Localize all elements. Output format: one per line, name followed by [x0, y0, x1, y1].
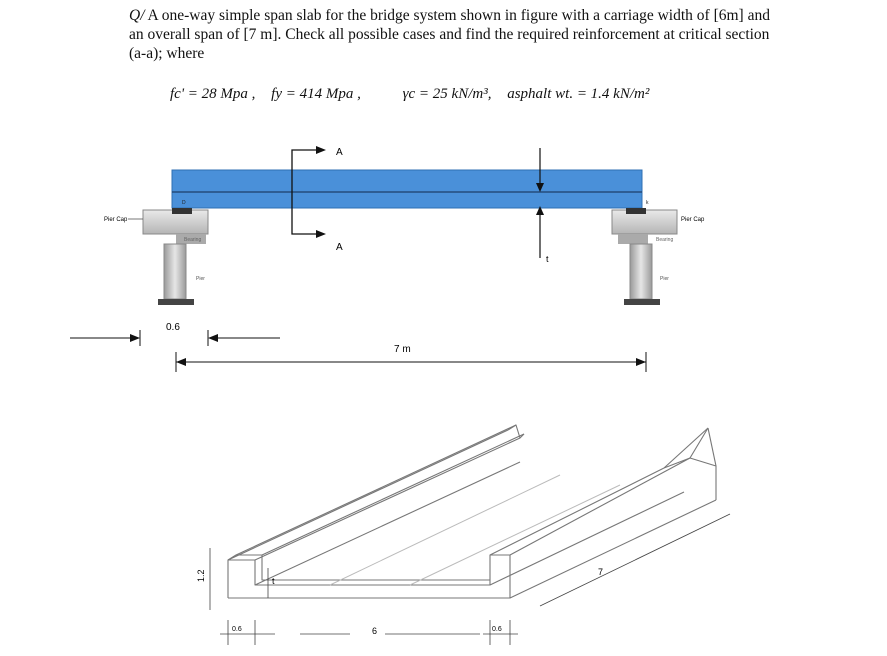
pier-cap-left-label: Pier Cap — [104, 217, 128, 223]
deck-tag-right: k — [646, 200, 649, 206]
bearing-right-label: Bearing — [656, 237, 674, 243]
param-gamma-c: γc = 25 kN/m³, — [402, 86, 492, 102]
question-prefix: Q/ — [129, 7, 145, 24]
dim-thickness-label: t — [272, 576, 275, 586]
dim-span-label: 7 m — [394, 344, 411, 355]
section-label-top: A — [336, 147, 343, 158]
thickness-label: t — [546, 254, 549, 264]
question-body: A one-way simple span slab for the bridge system shown in figure with a carriage width of [6m] and an overall span of [7 m]. Check all possible cases and find the required reinforcement at critical section (a-a); where — [129, 7, 770, 62]
param-fy: fy = 414 Mpa , — [271, 86, 361, 102]
dim-curb-left-label: 0.6 — [232, 626, 242, 633]
dim-bearing-label: 0.6 — [166, 322, 180, 333]
dim-length-label: 7 — [598, 567, 604, 577]
dim-height-label: 1.2 — [196, 569, 206, 582]
slab-outline — [228, 425, 716, 598]
dim-width-label: 6 — [372, 626, 378, 636]
section-label-bottom: A — [336, 242, 343, 253]
param-asphalt: asphalt wt. = 1.4 kN/m² — [507, 86, 650, 102]
pier-left-label: Pier — [196, 276, 205, 282]
bottom-dimensions — [220, 620, 518, 645]
pier-cap-right-label: Pier Cap — [681, 217, 705, 223]
deck-tag-left: D — [182, 200, 186, 206]
pier-right-label: Pier — [660, 276, 669, 282]
dim-curb-right-label: 0.6 — [492, 626, 502, 633]
bearing-left-label: Bearing — [184, 237, 202, 243]
param-fc: fc' = 28 Mpa , — [170, 86, 256, 102]
